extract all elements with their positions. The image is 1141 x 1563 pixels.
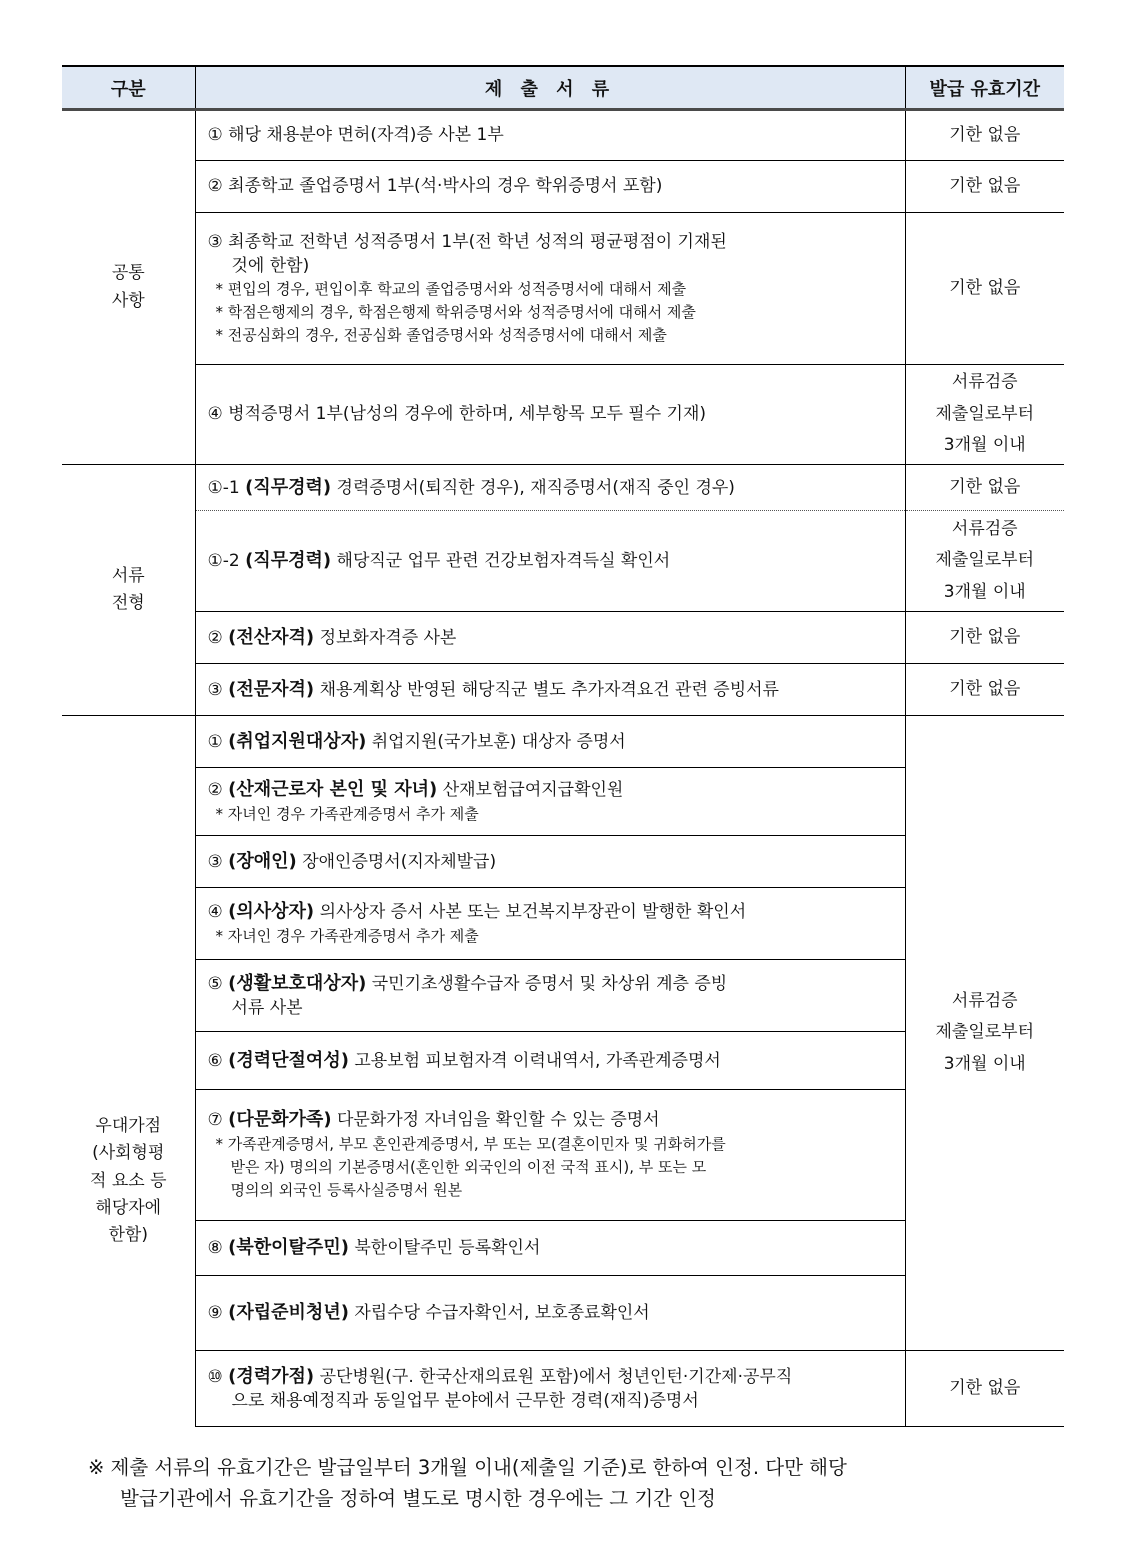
item-number: ① xyxy=(207,731,223,752)
document-text: 서류 사본 xyxy=(231,998,303,1019)
document-cell xyxy=(195,511,905,612)
item-keyword: (경력가점) xyxy=(228,1365,315,1387)
category-screening xyxy=(62,465,195,716)
item-number: ⑥ xyxy=(207,1050,223,1071)
document-text: 고용보험 피보험자격 이력내역서, 가족관계증명서 xyxy=(354,1050,721,1071)
category-label: (사회형평 xyxy=(92,1143,165,1164)
document-text: 공단병원(구. 한국산재의료원 포함)에서 청년인턴·기간제·공무직 xyxy=(319,1366,793,1387)
document-cell xyxy=(195,836,905,888)
document-cell xyxy=(195,1032,905,1090)
item-number: ③ xyxy=(207,679,223,700)
category-label: 사항 xyxy=(111,290,145,311)
validity-cell: 기한 없음 xyxy=(905,161,1064,213)
table-row xyxy=(62,161,1064,213)
item-keyword: (경력단절여성) xyxy=(228,1049,349,1071)
category-label: 적 요소 등 xyxy=(90,1170,167,1191)
table-row xyxy=(62,612,1064,664)
document-text: 해당직군 업무 관련 건강보험자격득실 확인서 xyxy=(336,551,671,572)
document-text: 장애인증명서(지자체발급) xyxy=(302,851,497,872)
document-note: * 편입의 경우, 편입이후 학교의 졸업증명서와 성적증명서에 대해서 제출 xyxy=(215,279,687,298)
validity-cell: 기한 없음 xyxy=(905,664,1064,716)
validity-line: 서류검증 xyxy=(951,990,1018,1011)
document-table-container xyxy=(62,65,1064,1427)
item-keyword: (북한이탈주민) xyxy=(228,1237,349,1259)
document-cell xyxy=(195,888,905,960)
item-keyword: (전문자격) xyxy=(228,678,315,700)
item-number: ⑩ xyxy=(207,1366,223,1387)
table-row xyxy=(62,716,1064,768)
document-text: 다문화가정 자녀임을 확인할 수 있는 증명서 xyxy=(336,1110,660,1131)
item-number: ①-2 xyxy=(207,551,240,572)
document-text: 자립수당 수급자확인서, 보호종료확인서 xyxy=(354,1303,650,1324)
document-text: ③ 최종학교 전학년 성적증명서 1부(전 학년 성적의 평균평점이 기재된 xyxy=(207,231,727,252)
document-cell xyxy=(195,1221,905,1276)
item-number: ③ xyxy=(207,851,223,872)
validity-line: 3개월 이내 xyxy=(943,581,1026,602)
category-label: 우대가점 xyxy=(95,1116,162,1137)
document-requirements-table xyxy=(62,65,1064,1427)
document-cell xyxy=(195,465,905,511)
document-text: 것에 한함) xyxy=(231,255,310,276)
footnote-line: 발급기관에서 유효기간을 정하여 별도로 명시한 경우에는 그 기간 인정 xyxy=(120,1487,716,1511)
document-cell xyxy=(195,768,905,836)
document-note: 명의의 외국인 등록사실증명서 원본 xyxy=(230,1181,463,1200)
validity-line: 제출일로부터 xyxy=(935,550,1035,571)
validity-line: 제출일로부터 xyxy=(935,403,1035,424)
document-text: 경력증명서(퇴직한 경우), 재직증명서(재직 중인 경우) xyxy=(336,477,735,498)
document-cell xyxy=(195,612,905,664)
validity-line: 3개월 이내 xyxy=(943,435,1026,456)
item-number: ⑤ xyxy=(207,973,223,994)
document-text: 채용계획상 반영된 해당직군 별도 추가자격요건 관련 증빙서류 xyxy=(319,679,779,700)
document-cell xyxy=(195,1276,905,1351)
document-cell xyxy=(195,213,905,365)
table-row xyxy=(62,511,1064,612)
item-number: ⑨ xyxy=(207,1303,223,1324)
item-keyword: (직무경력) xyxy=(245,550,332,572)
table-row xyxy=(62,664,1064,716)
item-keyword: (장애인) xyxy=(228,850,297,872)
item-number: ② xyxy=(207,780,223,801)
validity-cell xyxy=(905,511,1064,612)
item-keyword: (생활보호대상자) xyxy=(228,972,367,994)
item-number: ⑧ xyxy=(207,1238,223,1259)
document-cell: ④ 병적증명서 1부(남성의 경우에 한하며, 세부항목 모두 필수 기재) xyxy=(195,365,905,465)
item-keyword: (산재근로자 본인 및 자녀) xyxy=(228,779,438,801)
validity-cell xyxy=(905,365,1064,465)
item-keyword: (전산자격) xyxy=(228,626,315,648)
header-category: 구분 xyxy=(62,66,195,110)
document-text: 북한이탈주민 등록확인서 xyxy=(354,1238,541,1259)
validity-cell: 기한 없음 xyxy=(905,612,1064,664)
document-cell xyxy=(195,960,905,1032)
document-cell xyxy=(195,716,905,768)
document-text: 국민기초생활수급자 증명서 및 차상위 계층 증빙 xyxy=(371,973,728,994)
item-number: ⑦ xyxy=(207,1110,223,1131)
document-note: * 자녀인 경우 가족관계증명서 추가 제출 xyxy=(215,804,479,823)
document-note: 받은 자) 명의의 기본증명서(혼인한 외국인의 이전 국적 표시), 부 또는 모 xyxy=(230,1158,707,1177)
table-header-row xyxy=(62,66,1064,110)
document-cell xyxy=(195,1351,905,1427)
validity-cell: 기한 없음 xyxy=(905,1351,1064,1427)
item-keyword: (의사상자) xyxy=(228,901,315,923)
category-label: 공통 xyxy=(111,263,145,284)
document-note: * 자녀인 경우 가족관계증명서 추가 제출 xyxy=(215,926,479,945)
validity-line: 3개월 이내 xyxy=(943,1053,1026,1074)
category-label: 한함) xyxy=(108,1225,148,1246)
header-documents: 제 출 서 류 xyxy=(195,66,905,110)
table-row xyxy=(62,465,1064,511)
validity-line: 서류검증 xyxy=(951,518,1018,539)
category-label: 전형 xyxy=(111,593,145,613)
validity-line: 서류검증 xyxy=(951,372,1018,393)
document-text: 취업지원(국가보훈) 대상자 증명서 xyxy=(371,731,626,752)
category-preference xyxy=(62,716,195,1427)
document-note: * 가족관계증명서, 부모 혼인관계증명서, 부 또는 모(결혼이민자 및 귀화허가를 xyxy=(215,1134,726,1153)
table-row xyxy=(62,365,1064,465)
validity-line: 제출일로부터 xyxy=(935,1022,1035,1043)
document-cell xyxy=(195,664,905,716)
table-row xyxy=(62,213,1064,365)
item-keyword: (다문화가족) xyxy=(228,1109,332,1131)
category-label: 해당자에 xyxy=(95,1197,162,1218)
validity-cell: 기한 없음 xyxy=(905,213,1064,365)
item-keyword: (취업지원대상자) xyxy=(228,730,367,752)
document-cell xyxy=(195,1090,905,1221)
category-common xyxy=(62,110,195,465)
document-text: 의사상자 증서 사본 또는 보건복지부장관이 발행한 확인서 xyxy=(319,902,747,923)
document-cell: ① 해당 채용분야 면허(자격)증 사본 1부 xyxy=(195,110,905,161)
header-validity: 발급 유효기간 xyxy=(905,66,1064,110)
document-note: * 학점은행제의 경우, 학점은행제 학위증명서와 성적증명서에 대해서 제출 xyxy=(215,303,696,321)
item-keyword: (직무경력) xyxy=(245,476,332,498)
document-text: 산재보험급여지급확인원 xyxy=(442,780,624,801)
document-note: * 전공심화의 경우, 전공심화 졸업증명서와 성적증명서에 대해서 제출 xyxy=(215,326,667,345)
document-text: 으로 채용예정직과 동일업무 분야에서 근무한 경력(재직)증명서 xyxy=(231,1391,699,1412)
footnote-line: ※ 제출 서류의 유효기간은 발급일부터 3개월 이내(제출일 기준)로 한하여 인정. 다만 해당 xyxy=(88,1456,847,1479)
footnote xyxy=(88,1452,1068,1514)
validity-cell: 기한 없음 xyxy=(905,465,1064,511)
table-row xyxy=(62,110,1064,161)
validity-cell: 기한 없음 xyxy=(905,110,1064,161)
item-number: ①-1 xyxy=(207,477,240,498)
document-text: 정보화자격증 사본 xyxy=(319,627,457,648)
table-row xyxy=(62,1351,1064,1427)
validity-cell xyxy=(905,716,1064,1351)
item-number: ② xyxy=(207,627,223,648)
category-label: 서류 xyxy=(111,565,145,586)
document-cell: ② 최종학교 졸업증명서 1부(석·박사의 경우 학위증명서 포함) xyxy=(195,161,905,213)
item-number: ④ xyxy=(207,902,223,923)
item-keyword: (자립준비청년) xyxy=(228,1302,349,1324)
